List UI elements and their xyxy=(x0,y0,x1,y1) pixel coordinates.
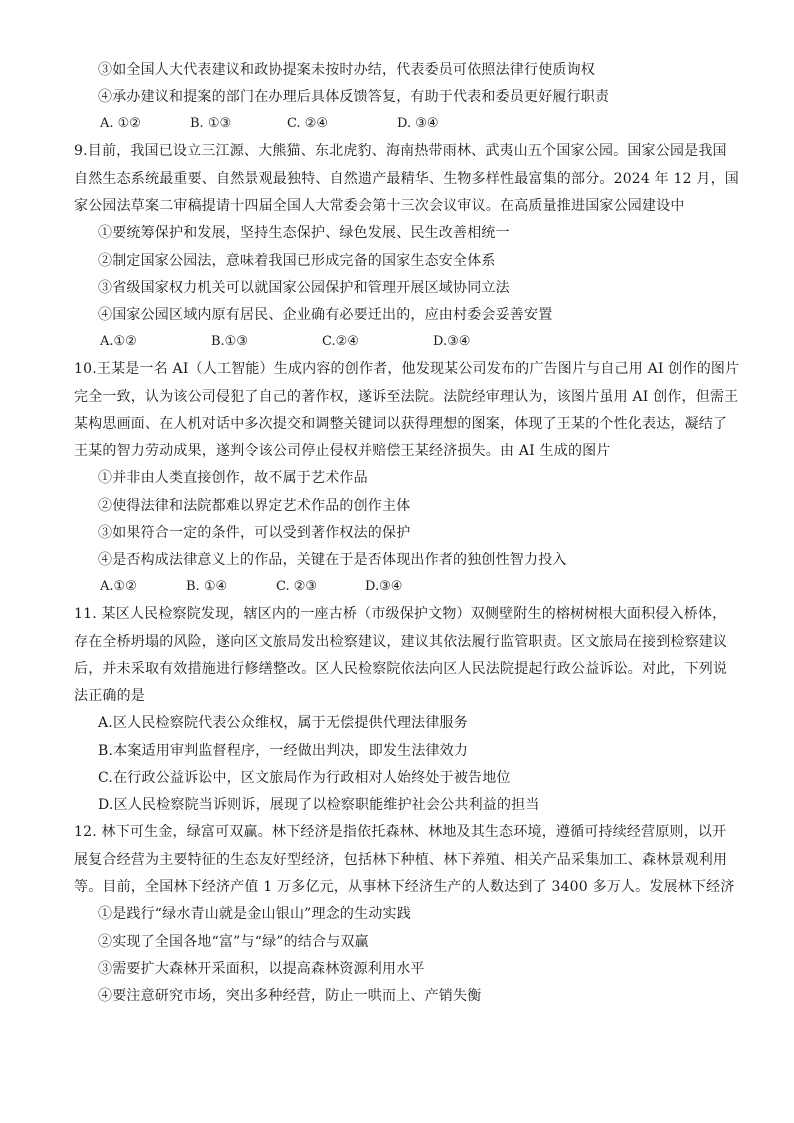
q11-stem-line-4: 法正确的是 xyxy=(74,688,145,704)
q10-item-1: ①并非由人类直接创作，故不属于艺术作品 xyxy=(98,470,368,486)
q10-stem-line-1: 10.王某是一名 AI（人工智能）生成内容的创作者，他发现某公司发布的广告图片与自己用 AI 创作的图片 xyxy=(74,361,740,377)
q9-item-2: ②制定国家公园法，意味着我国已形成完备的国家生态安全体系 xyxy=(98,253,496,269)
q11-option-a[interactable]: A.区人民检察院代表公众维权，属于无偿提供代理法律服务 xyxy=(98,715,468,731)
q8-option-b[interactable]: B. ①③ xyxy=(190,116,232,131)
q10-item-3: ③如果符合一定的条件，可以受到著作权法的保护 xyxy=(98,525,411,541)
q11-option-b[interactable]: B.本案适用审判监督程序，一经做出判决，即发生法律效力 xyxy=(98,743,469,759)
q9-stem-line-2: 自然生态系统最重要、自然景观最独特、自然遗产最精华、生物多样性最富集的部分。2024 年 12 月，国 xyxy=(74,171,739,187)
q8-option-c[interactable]: C. ②④ xyxy=(287,116,329,131)
q12-item-2: ②实现了全国各地“富”与“绿”的结合与双赢 xyxy=(98,934,369,950)
q9-option-b[interactable]: B.①③ xyxy=(211,334,248,349)
q11-stem-line-2: 存在全桥坍塌的风险，遂向区文旅局发出检察建议，建议其依法履行监管职责。区文旅局在接到检察建议 xyxy=(74,634,728,650)
q9-item-3: ③省级国家权力机关可以就国家公园保护和管理开展区域协同立法 xyxy=(98,280,510,296)
q8-item-3: ③如全国人大代表建议和政协提案未按时办结，代表委员可依照法律行使质询权 xyxy=(98,62,595,78)
q11-option-d[interactable]: D.区人民检察院当诉则诉，展现了以检察职能维护社会公共利益的担当 xyxy=(98,797,540,813)
q10-item-2: ②使得法律和法院都难以界定艺术作品的创作主体 xyxy=(98,498,411,514)
q12-item-4: ④要注意研究市场，突出多种经营，防止一哄而上、产销失衡 xyxy=(98,988,482,1004)
q9-stem-line-3: 家公园法草案二审稿提请十四届全国人大常委会第十三次会议审议。在高质量推进国家公园建设中 xyxy=(74,198,685,214)
q8-option-d[interactable]: D. ③④ xyxy=(397,116,439,131)
q10-stem-line-3: 某构思画面、在人机对话中多次提交和调整关键词以获得理想的图案，体现了王某的个性化表达，凝结了 xyxy=(74,416,728,432)
q8-option-a[interactable]: A. ①② xyxy=(100,116,141,131)
q12-stem-line-3: 等。目前，全国林下经济产值 1 万多亿元，从事林下经济生产的人数达到了 3400 多万人。发展林下经济 xyxy=(74,879,735,895)
q10-stem-line-2: 完全一致，认为该公司侵犯了自己的著作权，遂诉至法院。法院经审理认为，该图片虽用 AI 创作，但需王 xyxy=(74,389,739,405)
q12-item-1: ①是践行“绿水青山就是金山银山”理念的生动实践 xyxy=(98,906,411,922)
q12-item-3: ③需要扩大森林开采面积，以提高森林资源利用水平 xyxy=(98,961,425,977)
q9-option-c[interactable]: C.②④ xyxy=(322,334,359,349)
q10-option-a[interactable]: A.①② xyxy=(100,579,137,594)
q10-option-c[interactable]: C. ②③ xyxy=(276,579,318,594)
q10-item-4: ④是否构成法律意义上的作品，关键在于是否体现出作者的独创性智力投入 xyxy=(98,552,567,568)
q12-stem-line-2: 展复合经营为主要特征的生态友好型经济，包括林下种植、林下养殖、相关产品采集加工、森林景观利用 xyxy=(74,852,728,868)
q10-stem-line-4: 王某的智力劳动成果，遂判令该公司停止侵权并赔偿王某经济损失。由 AI 生成的图片 xyxy=(74,443,611,459)
q8-item-4: ④承办建议和提案的部门在办理后具体反馈答复，有助于代表和委员更好履行职责 xyxy=(98,89,610,105)
q9-option-d[interactable]: D.③④ xyxy=(433,334,471,349)
q9-option-a[interactable]: A.①② xyxy=(100,334,137,349)
q10-option-b[interactable]: B. ①④ xyxy=(186,579,228,594)
q12-stem-line-1: 12. 林下可生金，绿富可双赢。林下经济是指依托森林、林地及其生态环境，遵循可持续经营原则，以开 xyxy=(74,824,727,840)
q9-item-4: ④国家公园区域内原有居民、企业确有必要迁出的，应由村委会妥善安置 xyxy=(98,307,553,323)
q11-stem-line-1: 11. 某区人民检察院发现，辖区内的一座古桥（市级保护文物）双侧壁附生的榕树树根大面积侵入桥体， xyxy=(74,606,727,622)
q9-item-1: ①要统筹保护和发展，坚持生态保护、绿色发展、民生改善相统一 xyxy=(98,225,510,241)
q9-stem-line-1: 9.目前，我国已设立三江源、大熊猫、东北虎豹、海南热带雨林、武夷山五个国家公园。国家公园是我国 xyxy=(74,143,727,159)
q11-option-c[interactable]: C.在行政公益诉讼中，区文旅局作为行政相对人始终处于被告地位 xyxy=(98,770,511,786)
q11-stem-line-3: 后，并未采取有效措施进行修缮整改。区人民检察院依法向区人民法院提起行政公益诉讼。对此，下列说 xyxy=(74,661,728,677)
q10-option-d[interactable]: D.③④ xyxy=(365,579,403,594)
